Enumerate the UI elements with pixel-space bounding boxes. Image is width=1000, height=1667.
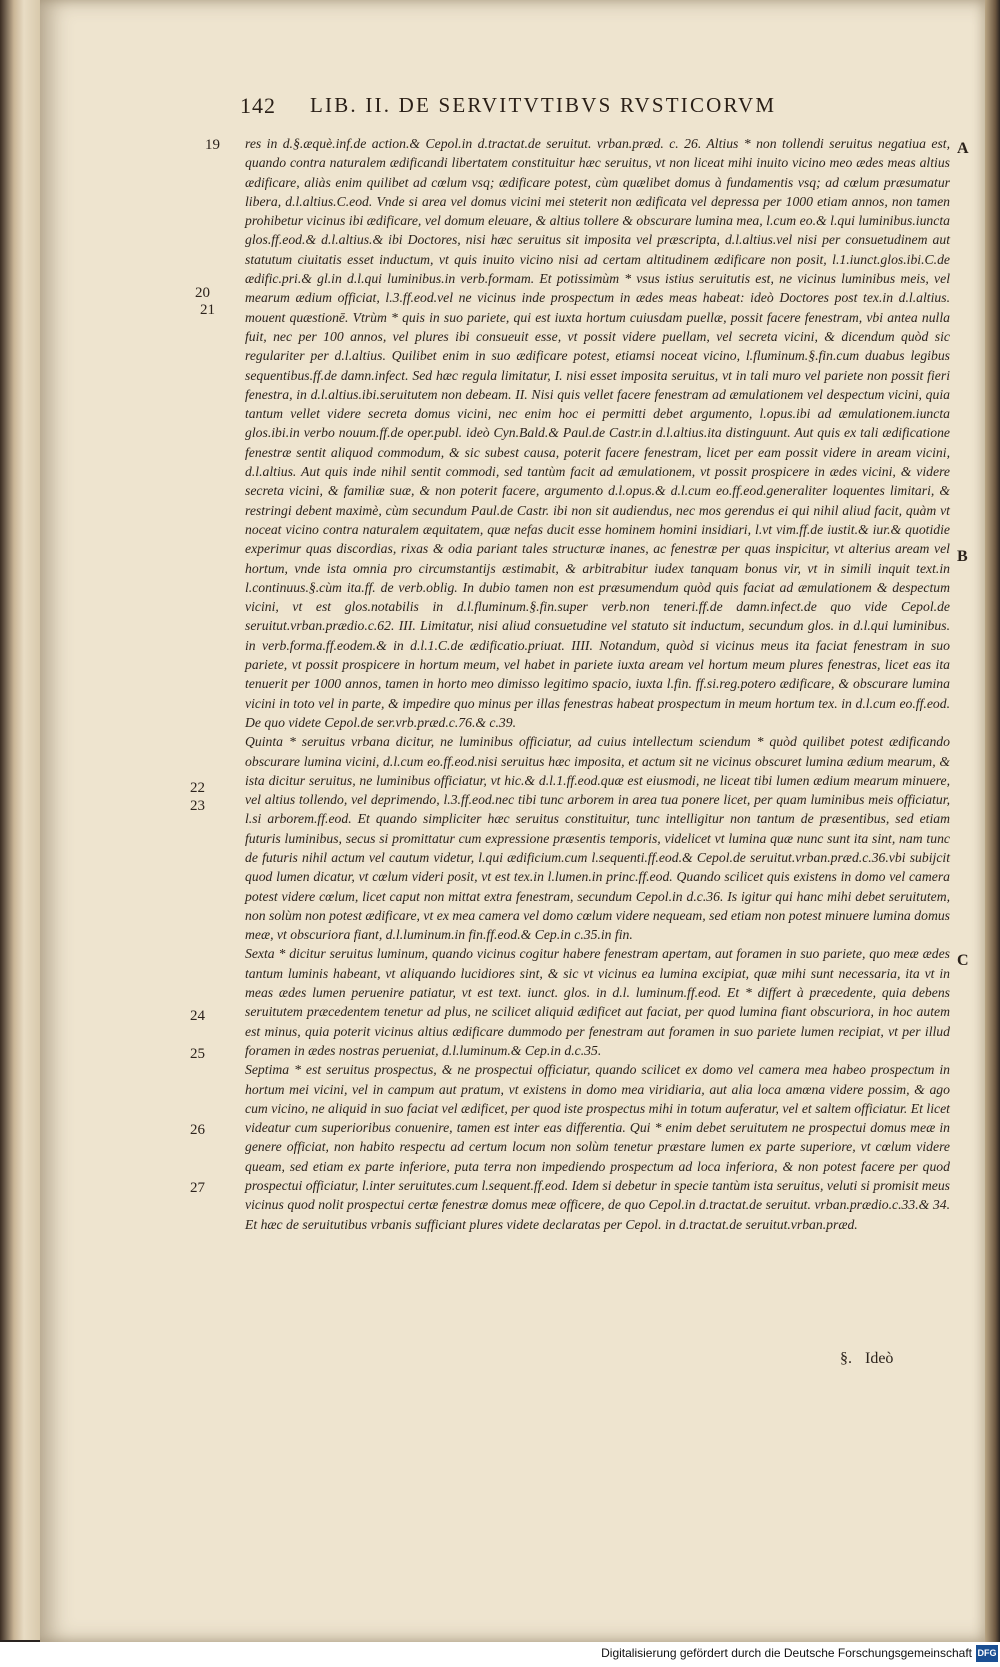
margin-number: 26 xyxy=(190,1122,205,1138)
paragraph: Quinta * seruitus vrbana dicitur, ne luminibus officiatur, ad cuius intellectum sciendum * quòd quilibet potest ædificando obscurare lumina vicini, d.l.cum eo.ff.eod.nisi seruitus hæc imposita, et actum sit ne vicinus obscuret lumina ædium mearum, & ista dicitur seruitus, ne luminibus officiatur, vt hic.& d.l.1.ff.eod.quæ est eiusmodi, ne liceat tibi lumen ædium mearum minuere, vel altius tollendo, vel deprimendo, l.3.ff.eod.nec tibi tunc arborem in area tua ponere licet, per quam luminibus meis officiatur, l.si arborem.ff.eod. Et quando simpliciter hæc seruitus constituitur, tunc intelligitur non tantum de præsentibus, sed etiam futuris luminibus, secus si promittatur cum expressione præsentis temporis, videlicet vt lumina quæ nunc sunt ita sint, nam tunc de futuris nihil actum vel cautum videtur, l.qui ædificium.cum l.sequenti.ff.eod.& Cepol.de seruitut.vrban.præd.c.36.vbi subijcit quod lumen dicatur, vt cœlum videri posit, vt est tex.in l.lumen.in princ.ff.eod. Quando scilicet quis existens in domo vel camera potest videre cœlum, licet caput non mittat extra fenestram, secundum Cepol.in d.c.36. Is igitur qui hanc mihi debet seruitutem, non solùm non potest ædificare, vt ex mea camera vel domo cœlum videre nequeam, sed etiam non potest minuere lumina domus meæ, vt obscuriora fiant, d.l.luminum.in fin.ff.eod.& Cep.in c.35.in fin. xyxy=(245,734,950,943)
margin-number: 24 xyxy=(190,1008,205,1024)
margin-number: 21 xyxy=(200,302,215,318)
digitization-credit: Digitalisierung gefördert durch die Deutsche Forschungsgemeinschaft xyxy=(601,1646,972,1660)
paragraph: Septima * est seruitus prospectus, & ne prospectui officiatur, quando scilicet ex domo vel camera mea habeo prospectum in hortum mei vicini, vel in campum aut pratum, vt existens in domo mea viridiaria, aut alia loca amœna videre possim, & ago cum vicino, ne aliquid in suo faciat vel ædificet, per quod iste prospectus mihi in totum auferatur, vel et saltem officiatur. Et licet videatur cum superioribus conuenire, tamen est inter eas differentia. Qui * enim debet seruitutem ne prospectui domus meæ in genere officiat, non habito respectu ad certum locum non solùm tenetur præstare lumen ex parte superiore, vt cœlum videre queam, sed etiam ex parte inferiore, puta terra non impediendo prospectum ad loca inferiora, & non potest facere per quod prospectui officiatur, l.inter seruitutes.cum l.sequent.ff.eod. Idem si debetur in specie tantùm ista seruitus, veluti si promisit meus vicinus quod nolit prospectui certæ fenestræ domus meæ officere, de quo Cepol.in d.tractat.de seruitut. vrban.prædio.c.33.& 34. Et hæc de seruitutibus vrbanis sufficiant plures videte declaratas per Cepol. in d.tractat.de seruitut.vrban.præd. xyxy=(245,1062,950,1232)
section-sign-icon: §. xyxy=(840,1350,852,1367)
paragraph: res in d.§.æquè.inf.de action.& Cepol.in d.tractat.de seruitut. vrban.præd. c. 26. Altius * non tollendi seruitus negatiua est, quando contra naturalem ædificandi libertatem constituitur hæc seruitus, vt non liceat mihi inuito vicino meo ædes meas altius ædificare, aliàs enim quilibet ad cœlum vsq; ædificare potest, cùm quælibet domus à fundamentis vsq; ad cœlum præsumatur libera, d.l.altius.C.eod. Vnde si area vel domus vicini mei steterit non ædificata vel depressa per 1000 etiam annos, non tamen prohibetur vicinus ibi ædificare, vel domum eleuare, & altius tollere & obscurare lumina mea, l.cum eo.& l.qui luminibus.iuncta glos.ff.eod.& d.l.altius.& ibi Doctores, nisi hæc seruitus sit imposita vel præscripta, d.l.altius.vel nisi per consuetudinem aut statutum ciuitatis esset inductum, vt quis inuito vicino nisi ad certam altitudinem ædificare non posit, l.1.iunct.glos.ibi.C.de ædific.pri.& gl.in d.l.qui luminibus.in verb.formam. Et potissimùm * vsus istius seruitutis est, ne vicinus luminibus meis, vel mearum ædium officiat, l.3.ff.eod.vel ne vicinus inde prospectum in ædes meas habeat: ideò Doctores post tex.in d.l.altius. mouent quæstionē. Vtrùm * quis in suo pariete, qui est iuxta hortum cuiusdam puellæ, possit facere fenestram, vbi antea nulla fuit, nec per 100 annos, vel plures ibi consueuit esse, vt possit videre puellam, vel secreta vicini, & dicendum quòd sic regulariter per d.l.altius. Quilibet enim in suo ædificare potest, etiamsi noceat vicino, l.fluminum.§.fin.cum duabus legibus sequentibus.ff.de damn.infect. Sed hæc regula limitatur, I. nisi esset imposita seruitus, vt in tali muro vel pariete non possit fieri fenestra, in d.l.altius.ibi.seruitutem non debeam. II. Nisi quis vellet facere fenestram ad æmulationem vel despectum vicini, quia tantum vellet videre secreta domus vicini, nec enim hoc ei permitti debet argumento, l.opus.ibi ad æmulationem.iuncta glos.ibi.in verbo nouum.ff.de oper.publ. ideò Cyn.Bald.& Paul.de Castr.in d.l.altius.ita distinguunt. Aut quis ex tali ædificatione fenestræ sentit aliquod commodum, & sic subest causa, poterit facere fenestram, licet per eam possit videre in aream vicini, d.l.altius. Aut quis inde nihil sentit commodi, sed tantùm facit ad æmulationem, vt possit prospicere in ædes vicini, & videre secreta vicini, & familiæ suæ, & non poterit facere, argumento d.l.opus.& d.l.cum eo.ff.eod.generaliter loquentes limitari, & restringi debent maximè, cùm secundum Paul.de Castr. ibi non sit audiendus, nec mos gerendus ei qui nihil aliud facit, quàm vt noceat vicino contra naturalem æquitatem, quæ nefas ducit esse hominem homini insidiari, l.vt vim.ff.de iustit.& iur.& quotidie experimur quas discordias, rixas & odia pariant tales structuræ inanes, ac fenestræ per quas inspicitur, vt alterius aream vel hortum, vnde ista omnia pro circumstantijs æstimabit, & arbitrabitur iudex tanquam bonus vir, vt in simili inquit text.in l.continuus.§.cùm ita.ff. de verb.oblig. In dubio tamen non est præsumendum quòd quis faciat ad æmulationem & despectum vicini, vt est glos.notabilis in d.l.fluminum.§.fin.super verb.non teneri.ff.de damn.infect.de quo vide Cepol.de seruitut.vrban.prædio.c.62. III. Limitatur, nisi aliud consuetudine vel statuto sit inductum, secundum glos. in d.l.qui luminibus. in verb.forma.ff.eodem.& in d.l.1.C.de ædificatio.priuat. IIII. Notandum, quòd si vicinus meus ita faciat fenestram in suo pariete, vt possit prospicere in hortum meum, vel habet in pariete iuxta aream vel hortum meum plures fenestras, licet eas ita tenuerit per 1000 annos, tamen in horto meo dimisso legitimo spacio, iuxta l.fin. ff.si.reg.potero ædificare, & obscurare lumina vicini in toto vel in parte, & impedire quo minus per illas fenestras habeat prospectum in meum hortum tex. in d.l.cum eo.ff.eod. De quo videte Cepol.de ser.vrb.præd.c.76.& c.39. xyxy=(245,136,950,730)
dfg-logo-icon: DFG xyxy=(976,1645,998,1662)
margin-number: 19 xyxy=(205,137,220,153)
page-number: 142 xyxy=(240,93,276,118)
margin-number: 20 xyxy=(195,285,210,301)
section-letter: B xyxy=(957,548,968,565)
credit-bar xyxy=(0,1642,1000,1667)
margin-number: 22 xyxy=(190,780,205,796)
catchword: Ideò xyxy=(865,1350,894,1367)
paragraph: Sexta * dicitur seruitus luminum, quando vicinus cogitur habere fenestram apertam, aut foramen in suo pariete, quo meæ ædes tantum luminis habeant, vt aliquando lucidiores sint, & sic vt vicinus ea lumina excipiat, quæ mihi sunt necessaria, ita vt in meas ædes lumen peruenire patiatur, vt est text. iunct. glos. in d.l. luminum.ff.eod. Et * differt à præcedente, quia debens seruitutem præcedentem tenetur ad plus, ne scilicet aliquid ædificet aut faciat, per quod lumina fiant obscuriora, in hoc autem est minus, quia poterit vicinus altius ædificare dummodo per fenestram aut foramen in suo pariete lumen recipiat, vt per illud foramen in ædes nostras perueniat, d.l.luminum.& Cep.in d.c.35. xyxy=(245,946,950,1058)
running-head: LIB. II. DE SERVITVTIBVS RVSTICORVM xyxy=(310,93,777,117)
page-gutter xyxy=(985,0,1000,1642)
section-letter: A xyxy=(957,140,969,157)
margin-number: 27 xyxy=(190,1180,205,1196)
margin-number: 23 xyxy=(190,798,205,814)
book-fore-edge xyxy=(0,0,40,1640)
section-letter: C xyxy=(957,952,969,969)
body-text xyxy=(245,134,950,1234)
margin-number: 25 xyxy=(190,1046,205,1062)
page-header xyxy=(240,93,900,123)
